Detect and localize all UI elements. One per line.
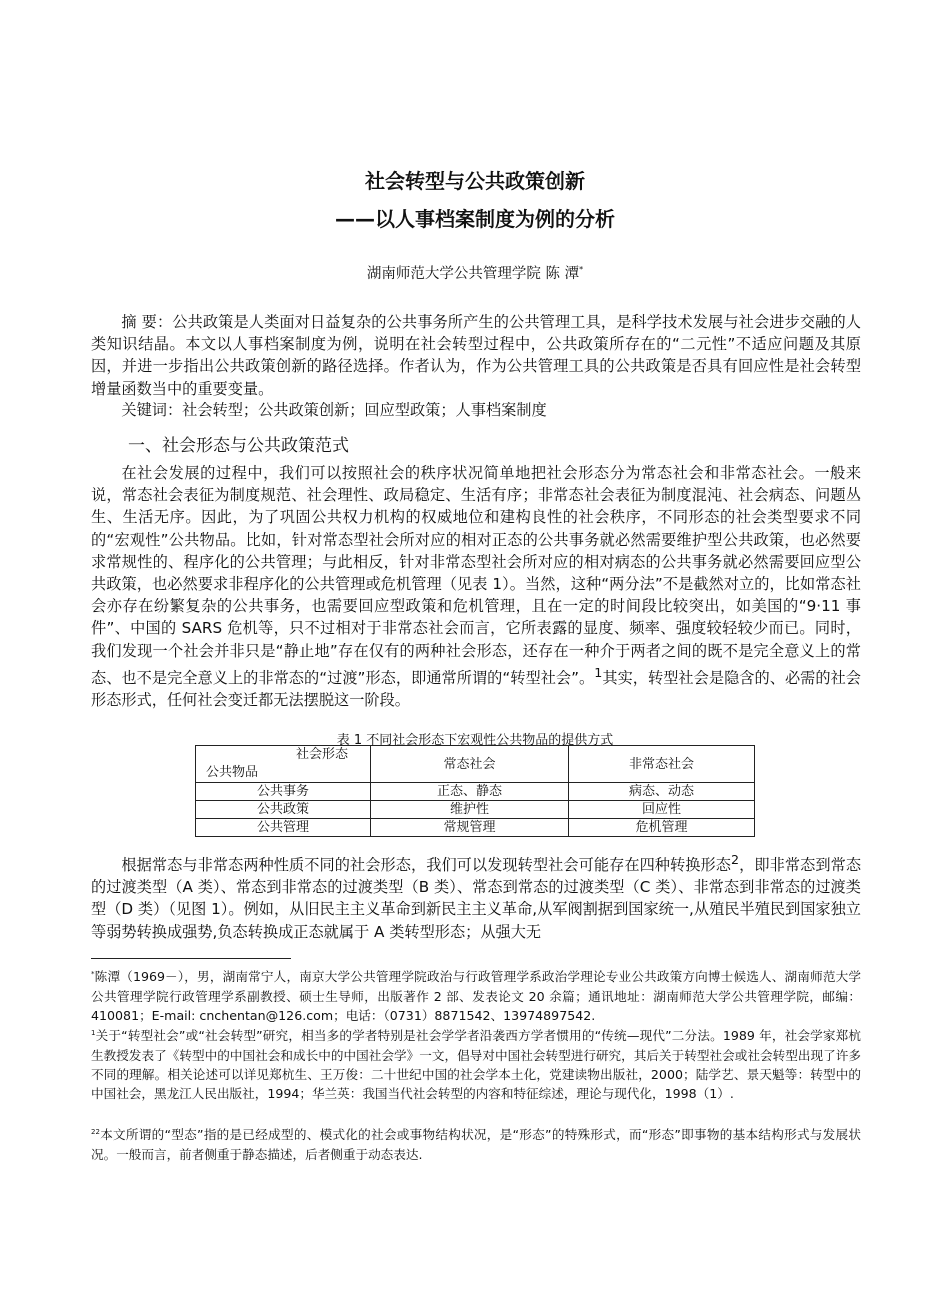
- footnote-text: 本文所谓的“型态”指的是已经成型的、模式化的社会或事物结构状况，是“形态”的特殊形式，而“形态”即事物的基本结构形式与发展状况。一般而言，前者侧重于静态描述，后者侧重于动态表达.: [91, 1127, 861, 1162]
- footnote-mark: *: [91, 970, 95, 978]
- table-cell: 维护性: [371, 801, 569, 819]
- row-label: 公共事务: [196, 783, 371, 801]
- abstract: 摘 要：公共政策是人类面对日益复杂的公共事务所产生的公共管理工具，是科学技术发展与社会进步交融的人类知识结晶。本文以人事档案制度为例，说明在社会转型过程中，公共政策所存在的“二元性”不适应问题及其原因，并进一步指出公共政策创新的路径选择。作者认为，作为公共管理工具的公共政策是否具有回应性是社会转型增量函数当中的重要变量。: [91, 313, 861, 398]
- paper-title: 社会转型与公共政策创新: [365, 169, 585, 193]
- table-cell: 正态、静态: [371, 783, 569, 801]
- paragraph-1-text-b: 其实，转型社会是隐含的、必需的社会形态形式，任何社会变迁都无法摆脱这一阶段。: [91, 668, 861, 710]
- footnote-text: 陈潭（1969－），男，湖南常宁人，南京大学公共管理学院政治与行政管理学系政治学理论专业公共政策方向博士候选人、湖南师范大学公共管理学院行政管理学系副教授、硕士生导师，出版著作 2 部、发表论文 20 余篇；通讯地址：湖南师范大学公共管理学院，邮编：410081；E-mail: cnchentan@126.com；电话：（0731）8871542、13974897542.: [91, 969, 861, 1023]
- footnote-2: [91, 1123, 861, 1164]
- table-row: [196, 819, 755, 837]
- column-header: 常态社会: [371, 746, 569, 783]
- author-line: [0, 262, 950, 283]
- paragraph-2-text-b: ，即非常态到常态的过渡类型（A 类）、常态到非常态的过渡类型（B 类）、常态到常态的过渡类型（C 类）、非常态到非常态的过渡类型（D 类）（见图 1）。例如，从旧民主主义革命到新民主主义革命,从军阀割据到国家统一,从殖民半殖民到国家独立等弱势转换成强势,负态转换成正态就属于 A 类转型形态；从强大无: [91, 856, 862, 941]
- table-cell: 病态、动态: [568, 783, 754, 801]
- row-label: 公共政策: [196, 801, 371, 819]
- author-footnote-mark: *: [579, 265, 584, 275]
- footnote-text: 关于“转型社会”或“社会转型”研究，相当多的学者特别是社会学学者沿袭西方学者惯用的“传统—现代”二分法。1989 年，社会学家郑杭生教授发表了《转型中的中国社会和成长中的中国社会学》一文，倡导对中国社会转型进行研究，其后关于转型社会或社会转型出现了许多不同的理解。相关论述可以详见郑杭生、王万俊：二十世纪中国的社会学本土化，党建读物出版社，2000；陆学艺、景天魁等：转型中的中国社会，黑龙江人民出版社，1994；华兰英：我国当代社会转型的内容和特征综述，理论与现代化，1998（1）.: [91, 1028, 861, 1102]
- paragraph-2-text-a: 根据常态与非常态两种性质不同的社会形态，我们可以发现转型社会可能存在四种转换形态: [121, 856, 732, 875]
- table-row: [196, 801, 755, 819]
- footnote-ref-2: 2: [731, 852, 740, 867]
- table-cell: 回应性: [568, 801, 754, 819]
- footnote-separator: [91, 958, 291, 959]
- footnote-mark: 1: [91, 1029, 96, 1037]
- column-header: 非常态社会: [568, 746, 754, 783]
- row-label: 公共管理: [196, 819, 371, 837]
- public-goods-table: [195, 745, 755, 837]
- footnote-1: [91, 1024, 861, 1104]
- footnote-author: [91, 965, 861, 1025]
- body-paragraph-1: [91, 462, 861, 711]
- table-cell: 常规管理: [371, 819, 569, 837]
- footnote-ref-1: 1: [594, 664, 603, 680]
- body-paragraph-2: [91, 849, 861, 943]
- section-heading: 一、社会形态与公共政策范式: [128, 436, 349, 456]
- corner-label-top: 社会形态: [295, 747, 348, 762]
- table-cell: 危机管理: [568, 819, 754, 837]
- author-affiliation-name: 湖南师范大学公共管理学院 陈 潭: [366, 266, 580, 282]
- keywords: 关键词：社会转型；公共政策创新；回应型政策；人事档案制度: [121, 401, 547, 419]
- table-row: [196, 783, 755, 801]
- paragraph-1-text-a: 在社会发展的过程中，我们可以按照社会的秩序状况简单地把社会形态分为常态社会和非常态社会。一般来说，常态社会表征为制度规范、社会理性、政局稳定、生活有序；非常态社会表征为制度混沌、社会病态、问题丛生、生活无序。因此，为了巩固公共权力机构的权威地位和建构良性的社会秩序，不同形态的社会类型要求不同的“宏观性”公共物品。比如，针对常态型社会所对应的相对正态的公共事务就必然需要维护型公共政策，也必然要求常规性的、程序化的公共管理；与此相反，针对非常态型社会所对应的相对病态的公共事务就必然需要回应型公共政策，也必然要求非程序化的公共管理或危机管理（见表 1）。当然，这种“两分法”不是截然对立的，比如常态社会亦存在纷繁复杂的公共事务，也需要回应型政策和危机管理，且在一定的时间段比较突出，如美国的“9·11 事件”、中国的 SARS 危机等，只不过相对于非常态社会而言，它所表露的显度、频率、强度较轻较少而已。同时，我们发现一个社会并非只是“静止地”存在仅有的两种社会形态，还存在一种介于两者之间的既不是完全意义上的常态、也不是完全意义上的非常态的“过渡”形态，即通常所谓的“转型社会”。: [91, 464, 861, 687]
- table-caption: 表 1 不同社会形态下宏观性公共物品的提供方式: [336, 733, 614, 748]
- footnote-mark: 22: [91, 1128, 100, 1136]
- corner-label-bottom: 公共物品: [206, 765, 259, 780]
- table-header-row: [196, 746, 755, 783]
- paper-subtitle: ——以人事档案制度为例的分析: [335, 207, 615, 231]
- table-corner-cell: [196, 746, 371, 783]
